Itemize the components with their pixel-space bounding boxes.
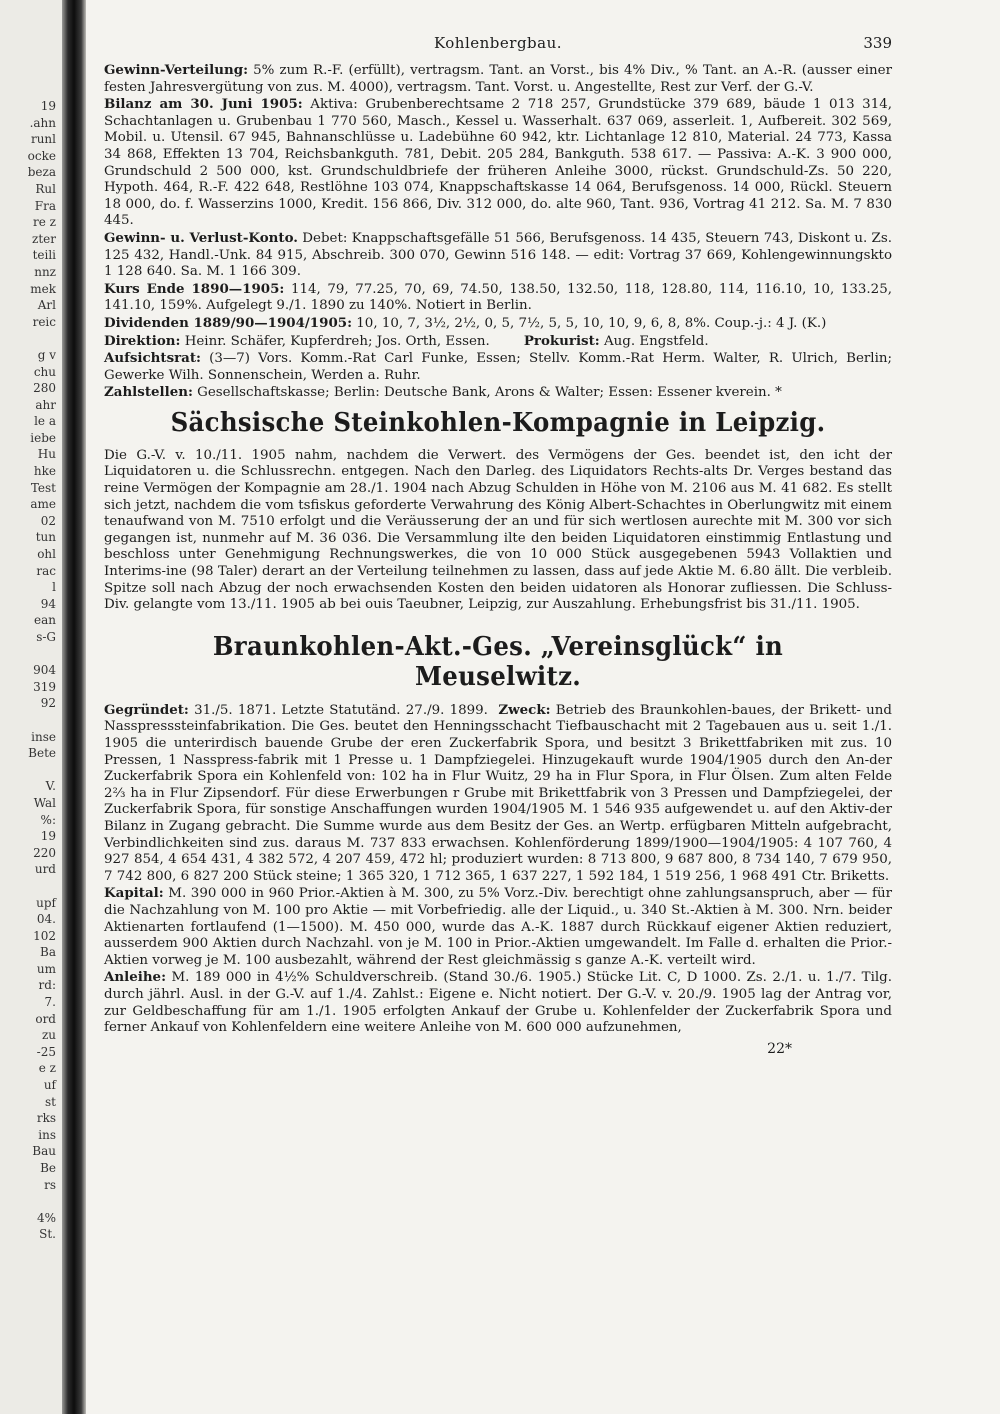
gutter-fragment: um: [36, 961, 56, 976]
gutter-fragment: upf: [36, 895, 56, 910]
profit-distribution-text: 5% zum R.-F. (erfüllt), vertragsm. Tant. an Vorst., bis 4% Div., % Tant. an A.-R. (ausser einer festen Jahresvergütung von zus. M. 4000), vertragsm. Tant. Vorst. u. Angestellte, Rest zur Verf. der G.-V.: [104, 63, 892, 95]
balance-paragraph: [104, 96, 892, 230]
heading-saechsische-steinkohlen: Sächsische Steinkohlen-Kompagnie in Leipzig.: [170, 407, 826, 438]
gutter-fragment: chu: [33, 364, 56, 379]
gutter-fragment: 92: [40, 696, 56, 711]
dividends-paragraph: [104, 315, 892, 333]
gutter-fragment: Wal: [33, 795, 56, 810]
profit-loss-text: Debet: Knappschaftsgefälle 51 566, Berufsgenoss. 14 435, Steuern 743, Diskont u. Zs. 125 432, Handl.-Unk. 84 915, Abschreib. 300 070, Gewinn 516 148. — edit: Vortrag 37 669, Kohlengewinnungskto 1 128 640. Sa. M. 1 166 309.: [104, 230, 892, 280]
founded-label: Gegründet:: [104, 701, 189, 718]
founded-text: 31./5. 1871. Letzte Statutänd. 27./9. 1899.: [188, 702, 488, 718]
price-history-label: Kurs Ende 1890—1905:: [104, 280, 285, 297]
authorized-officer-text: Aug. Engstfeld.: [599, 333, 709, 349]
gutter-fragment: 319: [33, 679, 56, 694]
authorized-officer-label: Prokurist:: [523, 332, 600, 349]
price-history-paragraph: [104, 281, 892, 315]
gutter-fragment: 04.: [36, 912, 56, 927]
supervisory-board-paragraph: [104, 350, 892, 384]
profit-distribution-label: Gewinn-Verteilung:: [104, 62, 249, 78]
paying-agents-label: Zahlstellen:: [104, 384, 193, 401]
gutter-fragment: le a: [34, 414, 56, 429]
gutter-fragment: Hu: [37, 447, 56, 462]
gutter-fragment: rks: [36, 1111, 56, 1126]
signature-mark: 22*: [767, 1040, 792, 1057]
bond-text: M. 189 000 in 4½% Schuldverschreib. (Stand 30./6. 1905.) Stücke Lit. C, D 1000. Zs. 2./1. u. 1./7. Tilg. durch jährl. Ausl. in der G.-V. auf 1./4. Zahlst.: Eigene e. Nicht notiert. Der G.-V. v. 20./9. 1905 lag der Antrag vor, zur Geldbeschaffung für am 1./1. 1905 erfolgten Ankauf der Grube u. Kohlenfelder der Zuckerfabrik Spora und ferner Ankauf von Kohlenfeldern eine weitere Anleihe von M. 600 000 aufzunehmen,: [104, 970, 892, 1036]
gutter-fragment: teili: [32, 248, 56, 263]
gutter-fragment: Test: [30, 480, 56, 495]
purpose-label: Zweck:: [498, 701, 551, 718]
balance-text: Aktiva: Grubenberechtsame 2 718 257, Grundstücke 379 689, bäude 1 013 314, Schachtanlagen u. Grubenbau 1 770 560, Masch., Kessel u. Wasserhalt. 637 069, asserleit. 1, Aufbereit. 302 569, Mobil. u. Utensil. 67 945, Bahnanschlüsse u. Ladebühne 60 942, ktr. Lichtanlage 12 810, Material. 24 773, Kassa 34 868, Effekten 13 704, Reichsbankguth. 781, Debit. 205 284, Bankguth. 538 617. — Passiva: A.-K. 3 900 000, Grundschuld 2 500 000, kst. Grundschuldbriefe der früheren Anleihe 3000, rückst. Grundschuld-Zs. 50 220, Hypoth. 464, R.-F. 422 648, Restlöhne 103 074, Knappschaftskasse 14 064, Berufsgenoss. 14 000, Rückl. Steuern 18 000, do. f. Wasserzins 1000, Kredit. 156 866, Div. 312 000, do. alte 960, Tant. 936, Vortrag 41 212. Sa. M. 7 830 445.: [104, 97, 892, 229]
gutter-fragment: [0, 1193, 62, 1210]
gutter-fragment: zter: [32, 231, 56, 246]
gutter-fragment: s-G: [36, 630, 56, 644]
heading-braunkohlen-vereinsglueck: Braunkohlen-Akt.-Ges. „Vereinsglück“ in Meuselwitz.: [212, 631, 784, 692]
gutter-fragment: ame: [30, 497, 56, 512]
gutter-fragment: rac: [36, 563, 56, 578]
balance-label: Bilanz am 30. Juni 1905:: [104, 96, 303, 113]
dividends-label: Dividenden 1889/90—1904/1905:: [104, 314, 353, 331]
paying-agents-paragraph: [104, 384, 892, 402]
profit-distribution-paragraph: [104, 62, 892, 96]
gutter-fragment: ins: [38, 1127, 56, 1142]
gutter-fragment: l: [52, 580, 56, 595]
purpose-text: Betrieb des Braunkohlen-baues, der Brikett- und Nasspresssteinfabrikation. Die Ges. beutet den Henningsschacht Tiefbauschacht mit 2 Tagebauen aus u. seit 1./1. 1905 die unterirdisch bauende Grube der eren Zuckerfabrik Spora, und besitzt 3 Brikettfabriken mit zus. 10 Pressen, 1 Nasspress-fabrik mit 1 Presse u. 1 Dampfziegelei. Hinzugekauft wurde 1904/1905 durch den An-der Zuckerfabrik Spora ein Kohlenfeld von: 102 ha in Flur Wuitz, 29 ha in Flur Spora, in Flur Ölsen. Zum alten Felde 2⅔ ha in Flur Zipsendorf. Für diese Erwerbungen r Grube mit Brikettfabrik von 3 Pressen und Dampfziegelei, der Zuckerfabrik Spora, für sonstige Anschaffungen wurden 1904/1905 M. 1 546 935 aufgewendet u. auf den Aktiv-der Bilanz in Zugang gebracht. Die Summe wurde aus dem Besitz der Ges. an Wertp. erfügbaren Mitteln aufgebracht, Verbindlichkeiten sind zus. daraus M. 737 833 erwachsen. Kohlenförderung 1899/1900—1904/1905: 4 107 760, 4 927 854, 4 654 431, 4 382 572, 4 207 459, 472 hl; produziert wurden: 8 713 800, 9 687 800, 8 734 140, 7 679 950, 7 742 800, 6 827 200 Stück steine; 1 365 320, 1 712 365, 1 637 227, 1 592 184, 1 519 256, 1 968 491 Ctr. Briketts.: [104, 702, 892, 884]
management-text: Heinr. Schäfer, Kupferdreh; Jos. Orth, Essen.: [180, 333, 490, 349]
gutter-fragment: rs: [44, 1177, 56, 1192]
gutter-fragment: 02: [40, 513, 56, 528]
gutter-fragment: ord: [35, 1011, 56, 1026]
bond-label: Anleihe:: [104, 969, 167, 986]
gutter-fragment: 94: [40, 596, 56, 611]
gutter-fragment: zu: [41, 1028, 56, 1043]
section-saechsische-steinkohlen: [104, 448, 892, 614]
gutter-fragment: ean: [34, 613, 56, 628]
gutter-fragment: uf: [43, 1078, 56, 1093]
capital-paragraph: [104, 885, 892, 969]
gutter-fragment: mek: [30, 281, 56, 296]
gutter-fragment: V.: [45, 779, 56, 794]
section-previous-company: [104, 62, 892, 402]
bond-paragraph: [104, 969, 892, 1036]
price-history-text: 114, 79, 77.25, 70, 69, 74.50, 138.50, 132.50, 118, 128.80, 114, 116.10, 10, 133.25, 141.10, 159%. Aufgelegt 9./1. 1890 zu 140%. Notiert in Berlin.: [104, 281, 892, 314]
page-content: [104, 34, 892, 1057]
gutter-fragment: 4%: [36, 1210, 56, 1225]
gutter-fragment: Be: [40, 1161, 56, 1175]
gutter-fragment: beza: [27, 165, 56, 180]
gutter-fragment: nnz: [34, 264, 56, 279]
page-number: 339: [863, 34, 892, 52]
gutter-fragment: Ba: [40, 945, 56, 960]
supervisory-board-label: Aufsichtsrat:: [104, 350, 201, 367]
supervisory-board-text: (3—7) Vors. Komm.-Rat Carl Funke, Essen; Stellv. Komm.-Rat Herm. Walter, R. Ulrich, Berlin; Gewerke Wilh. Sonnenschein, Werden a. Ruhr.: [104, 351, 892, 383]
gutter-fragment: runl: [30, 132, 56, 147]
gutter-fragment: rd:: [38, 978, 56, 993]
gutter-fragment: %:: [40, 812, 56, 827]
gutter-fragment: 102: [33, 928, 56, 943]
gutter-fragment: 19: [40, 99, 56, 113]
gutter-fragment: Bete: [28, 746, 56, 761]
gutter-fragment: 19: [40, 829, 56, 844]
gutter-fragment: e z: [38, 1061, 56, 1076]
end-mark: *: [775, 385, 782, 401]
gutter-fragment: re z: [33, 215, 56, 230]
gutter-fragment: tun: [35, 530, 56, 545]
gutter-fragment: inse: [31, 729, 56, 744]
dividends-text: 10, 10, 7, 3½, 2½, 0, 5, 7½, 5, 5, 10, 10, 9, 6, 8, 8%. Coup.-j.: 4 J. (K.): [352, 315, 827, 331]
paying-agents-text: Gesellschaftskasse; Berlin: Deutsche Bank, Arons & Walter; Essen: Essener kverein.: [192, 385, 771, 401]
gutter-fragment: ocke: [27, 148, 56, 163]
gutter-fragment: St.: [39, 1227, 56, 1242]
gutter-fragment: [0, 646, 62, 663]
gutter-fragment: [0, 762, 62, 779]
gutter-fragment: iebe: [30, 430, 56, 445]
profit-loss-label: Gewinn- u. Verlust-Konto.: [104, 229, 298, 246]
gutter-fragment: Fra: [34, 198, 56, 213]
gutter-fragment: ohl: [37, 547, 56, 562]
gutter-fragment: -25: [36, 1044, 56, 1059]
book-spine-shadow: [62, 0, 86, 1414]
gutter-fragment: 220: [33, 845, 56, 860]
gutter-fragment: urd: [34, 862, 56, 877]
running-title: Kohlenbergbau.: [433, 34, 563, 52]
adjacent-page-gutter: [0, 0, 62, 1414]
gutter-fragment: 280: [33, 381, 56, 396]
profit-loss-paragraph: [104, 230, 892, 281]
gutter-fragment: hke: [33, 464, 56, 479]
capital-label: Kapital:: [104, 885, 164, 902]
section-braunkohlen-vereinsglueck: [104, 702, 892, 1057]
gutter-fragment: reic: [32, 314, 56, 329]
gutter-fragment: g v: [37, 347, 56, 362]
running-head: [104, 34, 892, 62]
liquidation-paragraph: Die G.-V. v. 10./11. 1905 nahm, nachdem die Verwert. des Vermögens der Ges. beendet ist, den icht der Liquidatoren u. die Schlussrechn. entgegen. Nach den Darleg. des Liquidators Rechts-alts Dr. Verges bestand das reine Vermögen der Kompagnie am 28./1. 1904 nach Abzug Schulden in Höhe von M. 2106 aus M. 41 682. Es stellt sich jetzt, nachdem die vom tsfiskus geforderte Verwahrung des König Albert-Schachtes in Oberlungwitz mit einem tenaufwand von M. 7510 erfolgt und die Veräusserung der an und für sich wertlosen aurechte mit M. 300 vor sich gegangen ist, nunmehr auf M. 36 036. Die Versammlung ilte den beiden Liquidatoren einstimmig Entlastung und beschloss unter Genehmigung Rechnungswerkes, die von 10 000 Stück ausgegebenen 5943 Vollaktien und Interims-ine (98 Taler) derart an der Verteilung teilnehmen zu lassen, dass auf jede Aktie M. 6.80 ällt. Die verbleib. Spitze soll nach Abzug der noch erwachsenden Kosten den beiden uidatoren als Honorar zufliessen. Die Schluss-Div. gelangte vom 13./11. 1905 ab bei ouis Taeubner, Leipzig, zur Auszahlung. Erhebungsfrist bis 31./11. 1905.: [104, 447, 892, 613]
gutter-fragment: 7.: [44, 995, 56, 1010]
gutter-fragment: Rul: [35, 181, 56, 196]
gutter-fragment: [0, 712, 62, 729]
gutter-fragment: Arl: [37, 298, 56, 313]
management-paragraph: [104, 333, 892, 351]
gutter-fragment: [0, 878, 62, 895]
gutter-fragment: ahr: [35, 397, 56, 412]
founding-purpose-paragraph: [104, 702, 892, 886]
capital-text: M. 390 000 in 960 Prior.-Aktien à M. 300, zu 5% Vorz.-Div. berechtigt ohne zahlungsanspruch, aber — für die Nachzahlung von M. 100 pro Aktie — mit Vorbefriedig. alle der Liquid., u. 340 St.-Aktien à M. 300. Nrn. beider Aktienarten fortlaufend (1—1500). M. 450 000, wurde das A.-K. 1887 durch Rückkauf eigener Aktien reduziert, ausserdem 900 Aktien durch Nachzahl. von je M. 100 in Prior.-Aktien umgewandelt. Im Falle d. erhalten die Prior.-Aktien vorweg je M. 100 ausbezahlt, während der Rest gleichmässig s ganze A.-K. verteilt wird.: [104, 886, 892, 968]
gutter-fragment: .ahn: [29, 115, 56, 130]
gutter-fragment: 904: [33, 663, 56, 678]
gutter-fragment: Bau: [32, 1144, 56, 1159]
gutter-fragment: st: [45, 1094, 56, 1109]
management-label: Direktion:: [104, 332, 181, 349]
gutter-fragment: [0, 330, 62, 347]
